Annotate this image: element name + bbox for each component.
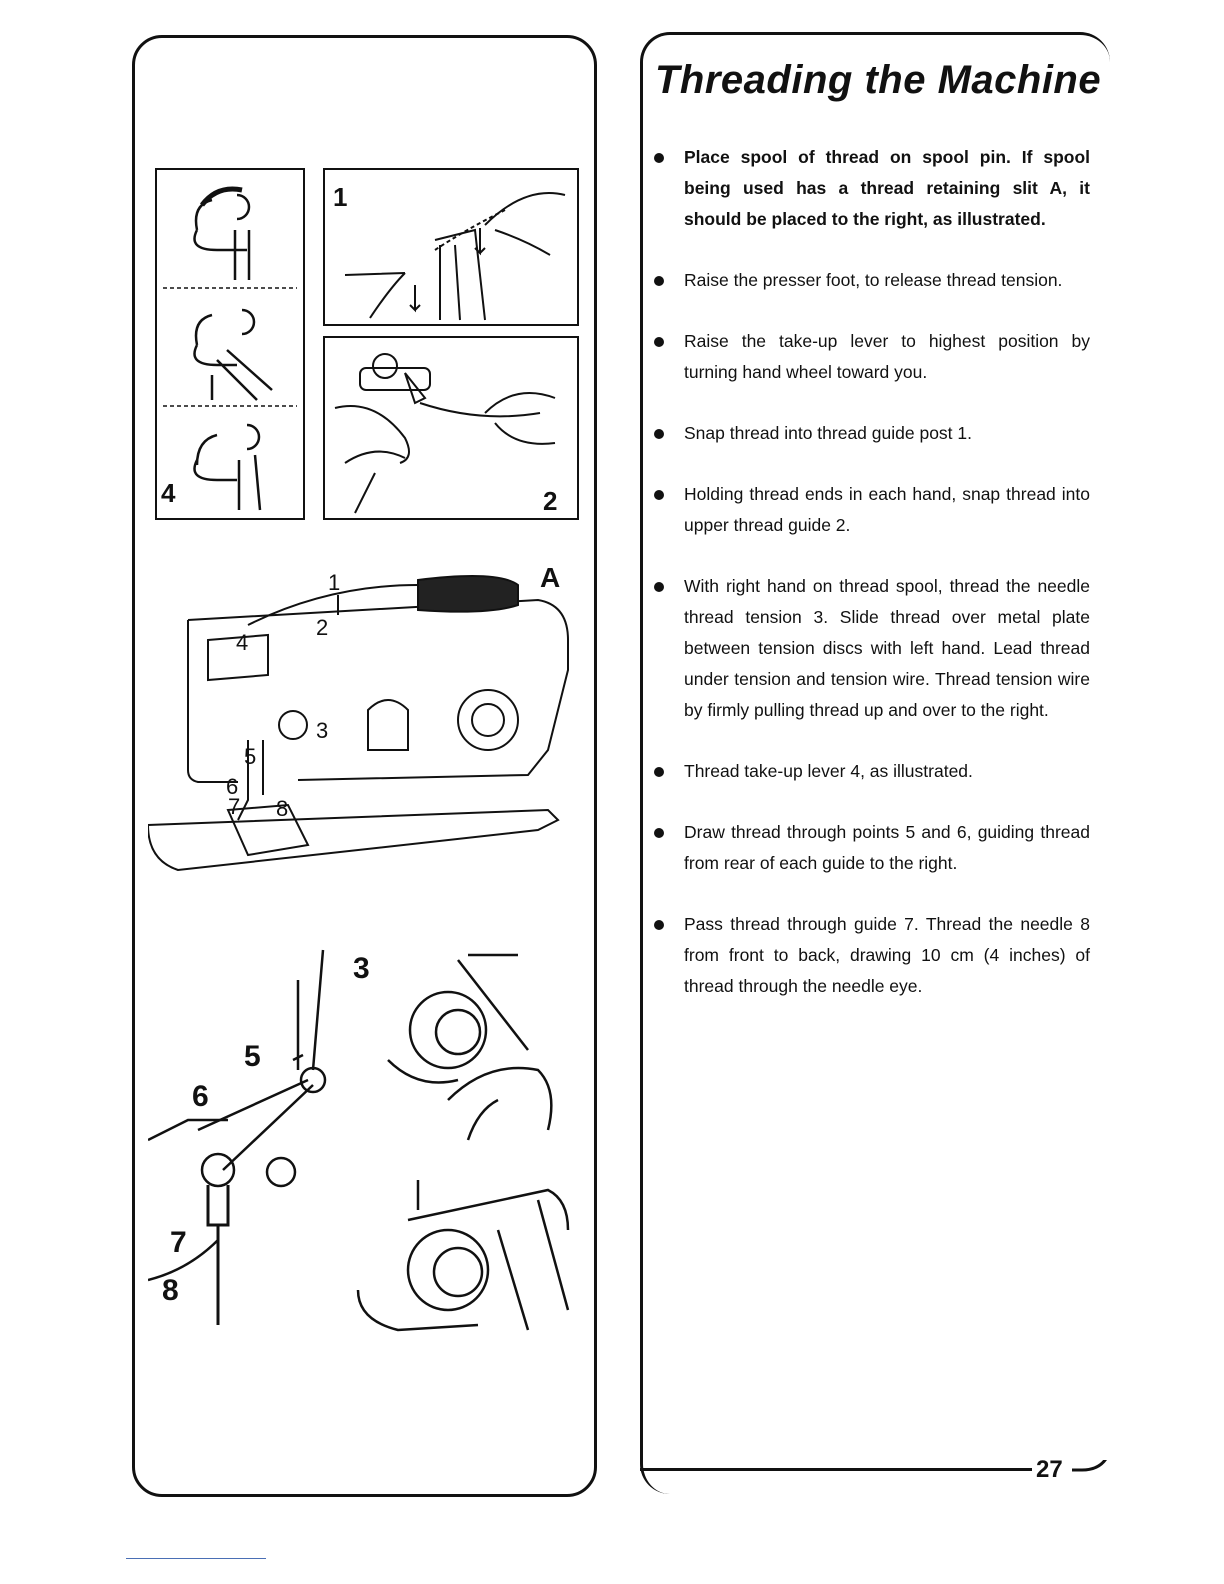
step-item <box>648 817 1090 879</box>
detail-label-6: 6 <box>192 1080 209 1113</box>
footer-curl <box>1072 1460 1112 1490</box>
bullet-icon <box>654 828 664 838</box>
step-text: Holding thread ends in each hand, snap thread into upper thread guide 2. <box>684 484 1090 535</box>
step-item <box>648 571 1090 726</box>
threading-steps <box>648 142 1090 1032</box>
step-text: With right hand on thread spool, thread the needle thread tension 3. Slide thread over metal plate between tension discs with left hand. Lead thread under tension and tension wire. Thread tension wire by firmly pulling thread up and over to the right. <box>684 576 1090 720</box>
detail-label-8: 8 <box>162 1274 179 1307</box>
step-item <box>648 265 1090 296</box>
machine-label-4: 4 <box>236 630 249 655</box>
step-item <box>648 909 1090 1002</box>
detail-label-3: 3 <box>353 952 370 985</box>
step-text: Raise the take-up lever to highest position by turning hand wheel toward you. <box>684 331 1090 382</box>
machine-label-8: 8 <box>276 796 289 821</box>
thread-guide-post-figure <box>323 168 579 326</box>
bullet-icon <box>654 153 664 163</box>
step-text: Place spool of thread on spool pin. If spool being used has a thread retaining slit A, it should be placed to the right, as illustrated. <box>684 147 1090 229</box>
page-title: Threading the Machine <box>655 58 1102 102</box>
take-up-lever-drawing <box>157 170 303 518</box>
machine-label-5: 5 <box>244 744 257 769</box>
step-text: Thread take-up lever 4, as illustrated. <box>684 761 973 781</box>
figure-label-2: 2 <box>543 486 558 516</box>
step-item <box>648 142 1090 235</box>
machine-label-3: 3 <box>316 718 329 743</box>
step-text: Draw thread through points 5 and 6, guiding thread from rear of each guide to the right. <box>684 822 1090 873</box>
step-item <box>648 326 1090 388</box>
threading-detail-drawing <box>148 940 588 1340</box>
threading-detail-figure <box>148 940 588 1340</box>
thread-guide-post-drawing <box>325 170 577 324</box>
machine-label-A: A <box>540 562 561 593</box>
upper-thread-guide-drawing <box>325 338 577 518</box>
bullet-icon <box>654 490 664 500</box>
take-up-lever-figure <box>155 168 305 520</box>
bullet-icon <box>654 582 664 592</box>
sewing-machine-drawing <box>148 560 578 890</box>
upper-thread-guide-figure <box>323 336 579 520</box>
bullet-icon <box>654 276 664 286</box>
bullet-icon <box>654 767 664 777</box>
bullet-icon <box>654 429 664 439</box>
machine-label-6: 6 <box>226 774 239 799</box>
bullet-icon <box>654 337 664 347</box>
step-text: Raise the presser foot, to release thread tension. <box>684 270 1063 290</box>
step-item <box>648 756 1090 787</box>
machine-label-7: 7 <box>228 794 241 819</box>
footnote-rule <box>126 1558 266 1559</box>
step-text: Pass thread through guide 7. Thread the needle 8 from front to back, drawing 10 cm (4 inches) of thread through the needle eye. <box>684 914 1090 996</box>
figure-label-1: 1 <box>333 182 348 212</box>
sewing-machine-figure <box>148 560 578 890</box>
detail-label-7: 7 <box>170 1226 187 1259</box>
step-item <box>648 418 1090 449</box>
step-text: Snap thread into thread guide post 1. <box>684 423 972 443</box>
figure-label-4: 4 <box>161 478 176 508</box>
detail-label-5: 5 <box>244 1040 261 1073</box>
machine-label-2: 2 <box>316 615 329 640</box>
page-number: 27 <box>1036 1456 1063 1483</box>
bullet-icon <box>654 920 664 930</box>
machine-label-1: 1 <box>328 570 341 595</box>
step-item <box>648 479 1090 541</box>
footer-rule <box>640 1468 1032 1471</box>
